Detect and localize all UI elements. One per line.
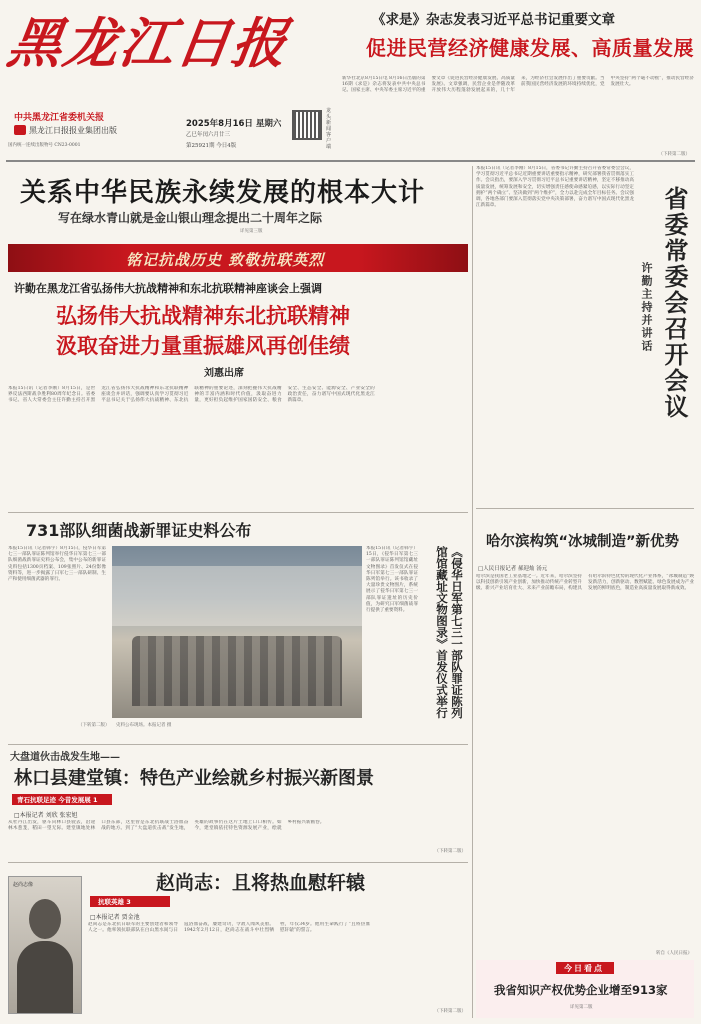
today-focus-label bbox=[556, 962, 614, 974]
publisher-line1: 中共黑龙江省委机关报 bbox=[14, 113, 105, 123]
banner-article[interactable] bbox=[8, 166, 468, 234]
qr-code-icon bbox=[292, 110, 322, 140]
left-divider-3 bbox=[8, 862, 468, 863]
meeting-headline: 省委常委会召开会议 bbox=[660, 186, 688, 420]
archive-photo-caption: 史料公布现场。本报记者 摄 bbox=[116, 723, 172, 728]
top-lead-body: 新华社北京8月15日电 8月16日出版的第16期《求是》杂志将发表中共中央总书记、国家主席、中央军委主席习近平的重要文章《促进民营经济健康发展、高质量发展》。文章强调，民营企业是伴随改革开放伟大历程蓬勃发展起来的，几十年来，为经济社会发展作出了重要贡献。当前我国民营经济发展的环境持续优化，党中央坚持“两个毫不动摇”，推动民营经济发展壮大。 bbox=[342, 76, 694, 94]
meeting-body: 本报15日讯（记者李刚）8月15日，省委书记许勤主持召开省委常委会会议，学习贯彻习近平总书记近期重要讲话重要指示精神，研究部署我省贯彻落实工作。会议指出，要深入学习贯彻习近平总书记重要讲话精神，坚定不移推动高质量发展，统筹发展和安全，切实增强责任感使命感紧迫感，以实际行动坚定拥护“两个确立”、坚决做到“两个维护”，全力以赴完成全年目标任务。会议强调，各地各部门要深入贯彻落实党中央决策部署，奋力谱写中国式现代化黑龙江新篇章。 bbox=[476, 166, 634, 209]
zhao-badge bbox=[90, 896, 170, 907]
top-lead-kicker: 《求是》杂志发表习近平总书记重要文章 bbox=[372, 12, 615, 28]
today-focus-headline: 我省知识产权优势企业增至913家 bbox=[494, 983, 668, 997]
harbin-headline: 哈尔滨构筑“冰城制造”新优势 bbox=[486, 534, 680, 550]
banner-headline: 关系中华民族永续发展的根本大计 bbox=[20, 178, 426, 208]
linkou-kicker: 大盘道伙击战发生地—— bbox=[10, 752, 120, 763]
harbin-body: 哈尔滨是我国老工业基地之一。近年来，哈尔滨坚持以科技创新引领产业创新，加快推动传统产业转型升级、新兴产业培育壮大、未来产业前瞻布局，构建具有哈尔滨特色优势的现代化产业体系，“冰城制造”焕发新活力，创新驱动、数智赋能、绿色发展成为产业发展的鲜明底色，制造业高质量发展取得新成效。 bbox=[476, 574, 694, 592]
linkou-headline: 林口县建堂镇：特色产业绘就乡村振兴新图景 bbox=[14, 768, 374, 789]
commemoration-headline-1: 弘扬伟大抗战精神东北抗联精神 bbox=[56, 304, 350, 328]
archive-headline: 731部队细菌战新罪证史料公布 bbox=[26, 521, 252, 540]
commemoration-headline-2: 汲取奋进力量重振雄风再创佳绩 bbox=[56, 334, 350, 358]
band-decoration-right-icon bbox=[358, 244, 468, 272]
zhao-continued: （下转第二版） bbox=[434, 1009, 466, 1014]
archive-photo bbox=[112, 546, 362, 718]
commemoration-attend: 刘惠出席 bbox=[204, 368, 244, 379]
harbin-byline: □人民日报记者 郝迎灿 汤元 bbox=[478, 566, 548, 572]
qr-caption: 龙头新闻客户端 bbox=[326, 108, 332, 150]
today-focus-label-text: 今日看点 bbox=[564, 964, 604, 973]
commemoration-article[interactable] bbox=[8, 278, 468, 510]
meeting-subheadline: 许勤主持并讲话 bbox=[640, 262, 653, 353]
top-lead-headline: 促进民营经济健康发展、高质量发展 bbox=[366, 36, 694, 60]
banner-ref: 详见第三版 bbox=[240, 229, 263, 234]
archive-continued: （下转第二版） bbox=[78, 723, 110, 728]
harbin-article[interactable] bbox=[476, 512, 694, 960]
harbin-source: 转自《人民日报》 bbox=[656, 951, 692, 956]
linkou-byline: □本报记者 刘欣 张宏旭 bbox=[14, 812, 78, 819]
meeting-article[interactable] bbox=[476, 166, 694, 504]
archive-vertical-headline: 《侵华日军第七三一部队罪证陈列馆馆藏址文物图录》首发仪式举行 bbox=[435, 546, 464, 719]
zhao-body: 赵尚志是东北抗日联军的主要创建者和领导人之一。他率领抗联部队在白山黑水间与日寇浴血奋战，屡建奇功，令敌人闻风丧胆。1942年2月12日，赵尚志在战斗中壮烈牺牲，年仅34岁。他用生命践行了“且将热血慰轩辕”的誓言。 bbox=[88, 922, 370, 934]
column-divider bbox=[472, 166, 473, 1018]
zhao-byline: □本报记者 贾金池 bbox=[90, 914, 140, 921]
linkou-article[interactable] bbox=[8, 748, 468, 860]
right-divider-1 bbox=[476, 508, 694, 509]
zhao-badge-text: 抗联英雄 3 bbox=[98, 898, 131, 906]
today-focus-ref: 详见第二版 bbox=[570, 1005, 593, 1010]
masthead-title: 黑龙江日报 bbox=[3, 11, 293, 75]
linkou-badge-text: 青石抗联足迹 今昔发展展 1 bbox=[17, 796, 98, 804]
portrait-body bbox=[17, 941, 73, 1013]
portrait-head bbox=[29, 899, 61, 939]
zhao-article[interactable] bbox=[8, 866, 468, 1018]
linkou-body: 从牡丹江出发，驱车向林口县驶去，沿途林木葱茏，稻田一望无际。建堂镇地处林口县东部，这里曾是东北抗联战士浴血奋战的地方。到了“大盘道伏击战”发生地，英雄的故事仍在这片土地上口口相传。如今，建堂镇依托特色资源发展产业，绘就乡村振兴新画卷。 bbox=[8, 820, 325, 832]
top-lead-article[interactable] bbox=[342, 8, 694, 160]
archive-body: 本报15日讯（记者韩宇）8月15日，侵华日军第七三一部队罪证陈列馆举行侵华日军第七三一部队细菌战新罪证史料公布会，集中公布的新罪证史料包括1300页档案、109张照片、24份影像资料等，进一步揭露了日军七三一部队研制、生产和使用细菌武器的罪行。 bbox=[8, 546, 106, 583]
publisher-logo-icon bbox=[14, 125, 26, 135]
zhao-portrait bbox=[8, 876, 82, 1014]
linkou-continued: （下转第二版） bbox=[434, 849, 466, 854]
zhao-photo-caption: 赵尚志像 bbox=[13, 882, 34, 888]
publisher-line2: 黑龙江日报报业集团出版 bbox=[29, 126, 117, 135]
lunar-date: 乙巳年闰六月廿三 bbox=[186, 132, 231, 138]
archive-vertical-body: 本报15日讯（记者韩宇）15日，《侵华日军第七三一部队罪证陈列馆馆藏址文物图录》首发仪式在侵华日军第七三一部队罪证陈列馆举行。该书收录了大量珍贵文物图片，系统展示了侵华日军第七三一部队罪证遗址的历史价值，为研究日军细菌战罪行提供了重要资料。 bbox=[366, 546, 418, 614]
commemoration-body: 本报15日讯（记者李刚）8月15日，是世界反法西斯战争胜利80周年纪念日。省委书记、省人大常委会主任许勤主持召开黑龙江省弘扬伟大抗战精神和东北抗联精神座谈会并讲话，强调要认真学习贯彻习近平总书记关于弘扬伟大抗战精神、东北抗联精神的重要论述，深刻把握伟大抗战精神的丰富内涵和时代价值，汲取奋进力量，更好担负起维护国家国防安全、粮食安全、生态安全、能源安全、产业安全的政治责任，奋力谱写中国式现代化黑龙江新篇章。 bbox=[8, 386, 375, 404]
left-divider-2 bbox=[8, 744, 468, 745]
band-title: 铭记抗战历史 致敬抗联英烈 bbox=[126, 251, 325, 269]
archive-article[interactable] bbox=[8, 516, 468, 738]
issue-number: 第25921期 今日4版 bbox=[186, 143, 237, 149]
left-divider-1 bbox=[8, 512, 468, 513]
photo-people bbox=[132, 636, 342, 706]
masthead-codes: 国内统一连续出版物号 CN23-0001 bbox=[8, 143, 81, 148]
top-lead-continued: （下转第二版） bbox=[658, 152, 690, 157]
today-focus[interactable] bbox=[476, 960, 694, 1018]
zhao-headline: 赵尚志：且将热血慰轩辕 bbox=[156, 872, 366, 894]
masthead-divider bbox=[6, 160, 695, 162]
linkou-badge bbox=[12, 794, 112, 805]
commemoration-kicker: 许勤在黑龙江省弘扬伟大抗战精神和东北抗联精神座谈会上强调 bbox=[14, 282, 322, 295]
issue-date: 2025年8月16日 星期六 bbox=[186, 119, 282, 129]
banner-subheadline: 写在绿水青山就是金山银山理念提出二十周年之际 bbox=[58, 211, 323, 225]
commemoration-band bbox=[8, 244, 468, 272]
band-decoration-icon bbox=[8, 244, 128, 272]
photo-display-board bbox=[112, 566, 362, 626]
